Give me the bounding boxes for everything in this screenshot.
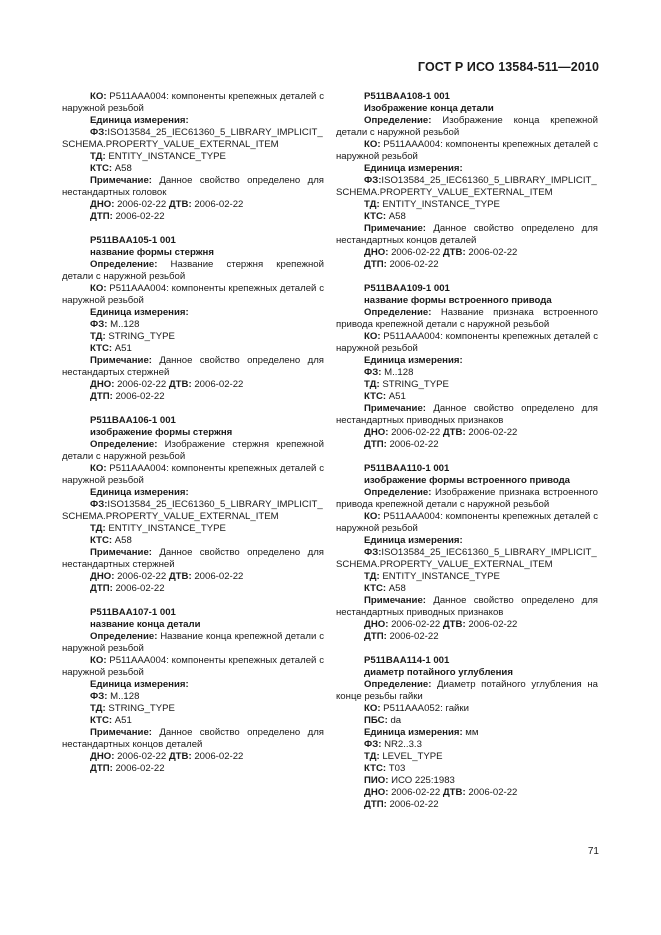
field-label: ТД: bbox=[90, 703, 106, 714]
field-value: 2006-02-22 bbox=[388, 427, 443, 438]
field-label: КТС: bbox=[364, 211, 387, 222]
field-value: A58 bbox=[112, 163, 132, 174]
property-field bbox=[336, 259, 598, 271]
property-field bbox=[62, 163, 324, 175]
property-field bbox=[336, 751, 598, 763]
field-label: Единица измерения: bbox=[364, 727, 463, 738]
field-value: ENTITY_INSTANCE_TYPE bbox=[379, 199, 500, 210]
field-value: Название признака встроенного привода крепежной детали с наружной резьбой bbox=[336, 307, 598, 330]
field-value: мм bbox=[462, 727, 479, 738]
property-field bbox=[336, 727, 598, 739]
property-field bbox=[62, 379, 324, 391]
field-value: A58 bbox=[112, 535, 132, 546]
field-value: STRING_TYPE bbox=[105, 331, 175, 342]
field-value: Изображение признака встроенного привода крепежной детали с наружной резьбой bbox=[336, 487, 598, 510]
property-code: P511BAA108-1 001 bbox=[364, 91, 450, 102]
field-label: Определение: bbox=[364, 679, 432, 690]
field-value: 2006-02-22 bbox=[388, 619, 443, 630]
field-value: P511AAA052: гайки bbox=[380, 703, 469, 714]
field-value: NR2..3.3 bbox=[381, 739, 422, 750]
field-value: Данное свойство определено для нестандартных концов деталей bbox=[62, 727, 324, 750]
field-value: 2006-02-22 bbox=[114, 571, 169, 582]
field-value: 2006-02-22 bbox=[465, 247, 518, 258]
property-field bbox=[336, 487, 598, 511]
field-label: КТС: bbox=[90, 535, 113, 546]
property-field bbox=[336, 175, 598, 199]
field-label: Определение: bbox=[364, 307, 432, 318]
property-field bbox=[336, 535, 598, 547]
property-field bbox=[62, 151, 324, 163]
field-value: ИСО 225:1983 bbox=[388, 775, 455, 786]
property-field bbox=[62, 307, 324, 319]
property-code: P511BAA105-1 001 bbox=[90, 235, 176, 246]
field-value: Данное свойство определено для нестандартных головок bbox=[62, 175, 324, 198]
property-field bbox=[336, 763, 598, 775]
field-label: Единица измерения: bbox=[90, 679, 189, 690]
field-label: Определение: bbox=[364, 487, 432, 498]
field-value: LEVEL_TYPE bbox=[379, 751, 443, 762]
field-value: 2006-02-22 bbox=[386, 799, 439, 810]
property-field bbox=[62, 439, 324, 463]
property-code: P511BAA109-1 001 bbox=[364, 283, 450, 294]
field-label: Определение: bbox=[90, 631, 158, 642]
field-value: M..128 bbox=[107, 319, 140, 330]
field-label: ДТВ: bbox=[168, 751, 192, 762]
property-code: P511BAA106-1 001 bbox=[90, 415, 176, 426]
property-field bbox=[62, 331, 324, 343]
field-value: 2006-02-22 bbox=[191, 571, 244, 582]
field-value: 2006-02-22 bbox=[386, 259, 439, 270]
field-value: A58 bbox=[386, 211, 406, 222]
field-label: ДТП: bbox=[364, 799, 387, 810]
field-label: Единица измерения: bbox=[90, 115, 189, 126]
field-value: 2006-02-22 bbox=[386, 631, 439, 642]
property-field bbox=[62, 259, 324, 283]
document-header: ГОСТ Р ИСО 13584-511—2010 bbox=[417, 60, 599, 74]
property-field bbox=[62, 115, 324, 127]
property-field bbox=[336, 679, 598, 703]
property-name: диаметр потайного углубления bbox=[364, 667, 513, 678]
left-column bbox=[62, 91, 324, 787]
field-value: Данное свойство определено для нестандартных концов деталей bbox=[336, 223, 598, 246]
property-entry bbox=[62, 415, 324, 595]
field-value: P511AAA004: компоненты крепежных деталей с наружной резьбой bbox=[62, 655, 324, 678]
field-value: 2006-02-22 bbox=[114, 379, 169, 390]
property-field bbox=[336, 787, 598, 799]
property-field bbox=[62, 523, 324, 535]
field-label: ДТП: bbox=[364, 631, 387, 642]
field-value: 2006-02-22 bbox=[112, 583, 165, 594]
field-label: ДТП: bbox=[364, 259, 387, 270]
field-value: 2006-02-22 bbox=[114, 199, 169, 210]
field-label: КО: bbox=[90, 91, 107, 102]
field-value: 2006-02-22 bbox=[112, 763, 165, 774]
field-value: 2006-02-22 bbox=[386, 439, 439, 450]
field-value: M..128 bbox=[381, 367, 414, 378]
field-value: 2006-02-22 bbox=[191, 751, 244, 762]
property-field bbox=[336, 595, 598, 619]
field-label: КО: bbox=[364, 331, 381, 342]
field-label: ДТВ: bbox=[168, 571, 192, 582]
field-label: ДТП: bbox=[90, 211, 113, 222]
field-value: Изображение стержня крепежной детали с наружной резьбой bbox=[62, 439, 324, 462]
field-label: ТД: bbox=[90, 151, 106, 162]
field-value: P511AAA004: компоненты крепежных деталей с наружной резьбой bbox=[62, 283, 324, 306]
field-value: 2006-02-22 bbox=[112, 211, 165, 222]
field-label: ДТП: bbox=[90, 583, 113, 594]
field-value: 2006-02-22 bbox=[465, 787, 518, 798]
field-value: 2006-02-22 bbox=[191, 379, 244, 390]
field-label: Примечание: bbox=[90, 727, 152, 738]
field-label: ДНО: bbox=[90, 379, 115, 390]
field-value: Диаметр потайного углубления на конце резьбы гайки bbox=[336, 679, 598, 702]
field-label: КО: bbox=[364, 511, 381, 522]
field-value: A51 bbox=[112, 715, 132, 726]
field-value: A58 bbox=[386, 583, 406, 594]
field-label: КТС: bbox=[90, 163, 113, 174]
field-label: КО: bbox=[364, 703, 381, 714]
field-label: Единица измерения: bbox=[364, 535, 463, 546]
field-label: КО: bbox=[90, 655, 107, 666]
property-field bbox=[336, 355, 598, 367]
field-value: 2006-02-22 bbox=[114, 751, 169, 762]
field-value: 2006-02-22 bbox=[388, 247, 443, 258]
property-field bbox=[62, 703, 324, 715]
property-field bbox=[62, 691, 324, 703]
field-value: A51 bbox=[386, 391, 406, 402]
property-field bbox=[62, 391, 324, 403]
property-field bbox=[62, 355, 324, 379]
field-label: ФЗ: bbox=[90, 127, 108, 138]
property-entry bbox=[62, 91, 324, 223]
field-label: ДТВ: bbox=[168, 199, 192, 210]
field-value: Данное свойство определено для нестандартных стержней bbox=[62, 547, 324, 570]
property-field bbox=[336, 379, 598, 391]
field-label: ДНО: bbox=[364, 427, 389, 438]
field-value: 2006-02-22 bbox=[112, 391, 165, 402]
field-label: КТС: bbox=[90, 343, 113, 354]
field-label: Единица измерения: bbox=[90, 307, 189, 318]
property-field bbox=[336, 163, 598, 175]
field-value: P511AAA004: компоненты крепежных деталей с наружной резьбой bbox=[62, 463, 324, 486]
field-value: Данное свойство определено для нестандартых стержней bbox=[62, 355, 324, 378]
field-label: ДНО: bbox=[364, 619, 389, 630]
field-label: Определение: bbox=[364, 115, 432, 126]
page-number: 71 bbox=[587, 846, 599, 857]
property-field bbox=[62, 535, 324, 547]
field-label: ДНО: bbox=[90, 751, 115, 762]
property-field bbox=[336, 115, 598, 139]
field-value: ENTITY_INSTANCE_TYPE bbox=[105, 523, 226, 534]
property-field bbox=[336, 703, 598, 715]
property-field bbox=[62, 715, 324, 727]
property-field bbox=[336, 307, 598, 331]
property-field bbox=[62, 583, 324, 595]
field-value: Название конца крепежной детали с наружной резьбой bbox=[62, 631, 324, 654]
field-label: ДНО: bbox=[90, 571, 115, 582]
field-value: ENTITY_INSTANCE_TYPE bbox=[379, 571, 500, 582]
field-label: КТС: bbox=[364, 583, 387, 594]
field-value: P511AAA004: компоненты крепежных деталей с наружной резьбой bbox=[336, 511, 598, 534]
property-field bbox=[62, 211, 324, 223]
field-label: ДТВ: bbox=[168, 379, 192, 390]
field-value: ISO13584_25_IEC61360_5_LIBRARY_IMPLICIT_SCHEMA.PROPERTY_VALUE_EXTERNAL_ITEM bbox=[62, 127, 323, 150]
field-value: ISO13584_25_IEC61360_5_LIBRARY_IMPLICIT_SCHEMA.PROPERTY_VALUE_EXTERNAL_ITEM bbox=[62, 499, 323, 522]
property-name: изображение формы стержня bbox=[90, 427, 233, 438]
property-field bbox=[62, 547, 324, 571]
property-field bbox=[62, 763, 324, 775]
property-field bbox=[336, 799, 598, 811]
field-label: Примечание: bbox=[364, 223, 426, 234]
property-field bbox=[62, 631, 324, 655]
field-value: Название стержня крепежной детали с наружной резьбой bbox=[62, 259, 324, 282]
field-label: ТД: bbox=[364, 571, 380, 582]
field-label: ФЗ: bbox=[364, 547, 382, 558]
property-code: P511BAA107-1 001 bbox=[90, 607, 176, 618]
field-label: Единица измерения: bbox=[364, 163, 463, 174]
field-label: ДНО: bbox=[90, 199, 115, 210]
field-label: Примечание: bbox=[364, 595, 426, 606]
property-field bbox=[336, 631, 598, 643]
field-label: Определение: bbox=[90, 439, 158, 450]
field-label: ДНО: bbox=[364, 787, 389, 798]
property-field bbox=[62, 679, 324, 691]
field-value: Данное свойство определено для нестандартных приводных признаков bbox=[336, 595, 598, 618]
property-field bbox=[62, 283, 324, 307]
field-label: ДТП: bbox=[364, 439, 387, 450]
field-value: STRING_TYPE bbox=[379, 379, 449, 390]
field-label: ТД: bbox=[364, 199, 380, 210]
property-field bbox=[62, 655, 324, 679]
property-field bbox=[336, 247, 598, 259]
field-label: КТС: bbox=[364, 391, 387, 402]
field-label: Единица измерения: bbox=[364, 355, 463, 366]
field-label: ДТП: bbox=[90, 763, 113, 774]
field-label: ТД: bbox=[90, 331, 106, 342]
field-value: ISO13584_25_IEC61360_5_LIBRARY_IMPLICIT_SCHEMA.PROPERTY_VALUE_EXTERNAL_ITEM bbox=[336, 547, 597, 570]
field-label: ДНО: bbox=[364, 247, 389, 258]
field-label: ТД: bbox=[90, 523, 106, 534]
field-label: Примечание: bbox=[364, 403, 426, 414]
field-label: ФЗ: bbox=[364, 175, 382, 186]
property-field bbox=[62, 175, 324, 199]
property-field bbox=[336, 331, 598, 355]
property-field bbox=[336, 583, 598, 595]
property-field bbox=[336, 511, 598, 535]
field-label: ФЗ: bbox=[90, 319, 108, 330]
property-field bbox=[336, 715, 598, 727]
right-column bbox=[336, 91, 598, 823]
property-entry bbox=[336, 91, 598, 271]
property-field bbox=[336, 139, 598, 163]
property-field bbox=[336, 403, 598, 427]
property-field bbox=[62, 343, 324, 355]
property-field bbox=[62, 487, 324, 499]
field-label: КО: bbox=[90, 463, 107, 474]
field-label: ПБС: bbox=[364, 715, 388, 726]
property-field bbox=[336, 775, 598, 787]
property-field bbox=[336, 367, 598, 379]
field-value: P511AAA004: компоненты крепежных деталей с наружной резьбой bbox=[62, 91, 324, 114]
property-field bbox=[62, 199, 324, 211]
property-field bbox=[62, 499, 324, 523]
property-code: P511BAA114-1 001 bbox=[364, 655, 450, 666]
field-label: ДТВ: bbox=[442, 247, 466, 258]
property-name: название формы встроенного привода bbox=[364, 295, 552, 306]
property-entry bbox=[336, 283, 598, 451]
field-label: ДТВ: bbox=[442, 787, 466, 798]
property-field bbox=[62, 463, 324, 487]
field-value: 2006-02-22 bbox=[388, 787, 443, 798]
property-field bbox=[336, 571, 598, 583]
field-value: A51 bbox=[112, 343, 132, 354]
field-label: ДТВ: bbox=[442, 427, 466, 438]
property-field bbox=[62, 571, 324, 583]
property-field bbox=[336, 199, 598, 211]
field-label: КТС: bbox=[90, 715, 113, 726]
property-field bbox=[62, 319, 324, 331]
field-value: 2006-02-22 bbox=[191, 199, 244, 210]
field-value: P511AAA004: компоненты крепежных деталей с наружной резьбой bbox=[336, 331, 598, 354]
property-field bbox=[62, 751, 324, 763]
field-value: 2006-02-22 bbox=[465, 619, 518, 630]
property-name: название формы стержня bbox=[90, 247, 214, 258]
field-value: da bbox=[387, 715, 402, 726]
field-value: P511AAA004: компоненты крепежных деталей с наружной резьбой bbox=[336, 139, 598, 162]
field-value: Данное свойство определено для нестандартных приводных признаков bbox=[336, 403, 598, 426]
property-code: P511BAA110-1 001 bbox=[364, 463, 450, 474]
field-label: КО: bbox=[90, 283, 107, 294]
property-field bbox=[336, 739, 598, 751]
field-value: ISO13584_25_IEC61360_5_LIBRARY_IMPLICIT_SCHEMA.PROPERTY_VALUE_EXTERNAL_ITEM bbox=[336, 175, 597, 198]
property-name: название конца детали bbox=[90, 619, 201, 630]
field-value: 2006-02-22 bbox=[465, 427, 518, 438]
field-value: Изображение конца крепежной детали с наружной резьбой bbox=[336, 115, 598, 138]
property-entry bbox=[62, 607, 324, 775]
property-name: изображение формы встроенного привода bbox=[364, 475, 571, 486]
field-value: ENTITY_INSTANCE_TYPE bbox=[105, 151, 226, 162]
property-field bbox=[336, 211, 598, 223]
field-label: ТД: bbox=[364, 379, 380, 390]
property-entry bbox=[62, 235, 324, 403]
field-label: КТС: bbox=[364, 763, 387, 774]
field-label: КО: bbox=[364, 139, 381, 150]
property-name: Изображение конца детали bbox=[364, 103, 494, 114]
field-label: ФЗ: bbox=[90, 499, 108, 510]
property-entry bbox=[336, 463, 598, 643]
property-field bbox=[336, 619, 598, 631]
field-label: Определение: bbox=[90, 259, 158, 270]
property-entry bbox=[336, 655, 598, 811]
field-label: ДТП: bbox=[90, 391, 113, 402]
field-label: Примечание: bbox=[90, 355, 152, 366]
field-label: Примечание: bbox=[90, 547, 152, 558]
property-field bbox=[62, 91, 324, 115]
field-value: T03 bbox=[386, 763, 406, 774]
property-field bbox=[336, 439, 598, 451]
field-label: Единица измерения: bbox=[90, 487, 189, 498]
property-field bbox=[336, 427, 598, 439]
field-label: ТД: bbox=[364, 751, 380, 762]
property-field bbox=[336, 547, 598, 571]
property-field bbox=[62, 727, 324, 751]
property-field bbox=[62, 127, 324, 151]
property-field bbox=[336, 391, 598, 403]
field-label: ФЗ: bbox=[90, 691, 108, 702]
field-label: Примечание: bbox=[90, 175, 152, 186]
field-label: ФЗ: bbox=[364, 367, 382, 378]
field-value: M..128 bbox=[107, 691, 140, 702]
field-value: STRING_TYPE bbox=[105, 703, 175, 714]
field-label: ПИО: bbox=[364, 775, 389, 786]
field-label: ДТВ: bbox=[442, 619, 466, 630]
field-label: ФЗ: bbox=[364, 739, 382, 750]
property-field bbox=[336, 223, 598, 247]
